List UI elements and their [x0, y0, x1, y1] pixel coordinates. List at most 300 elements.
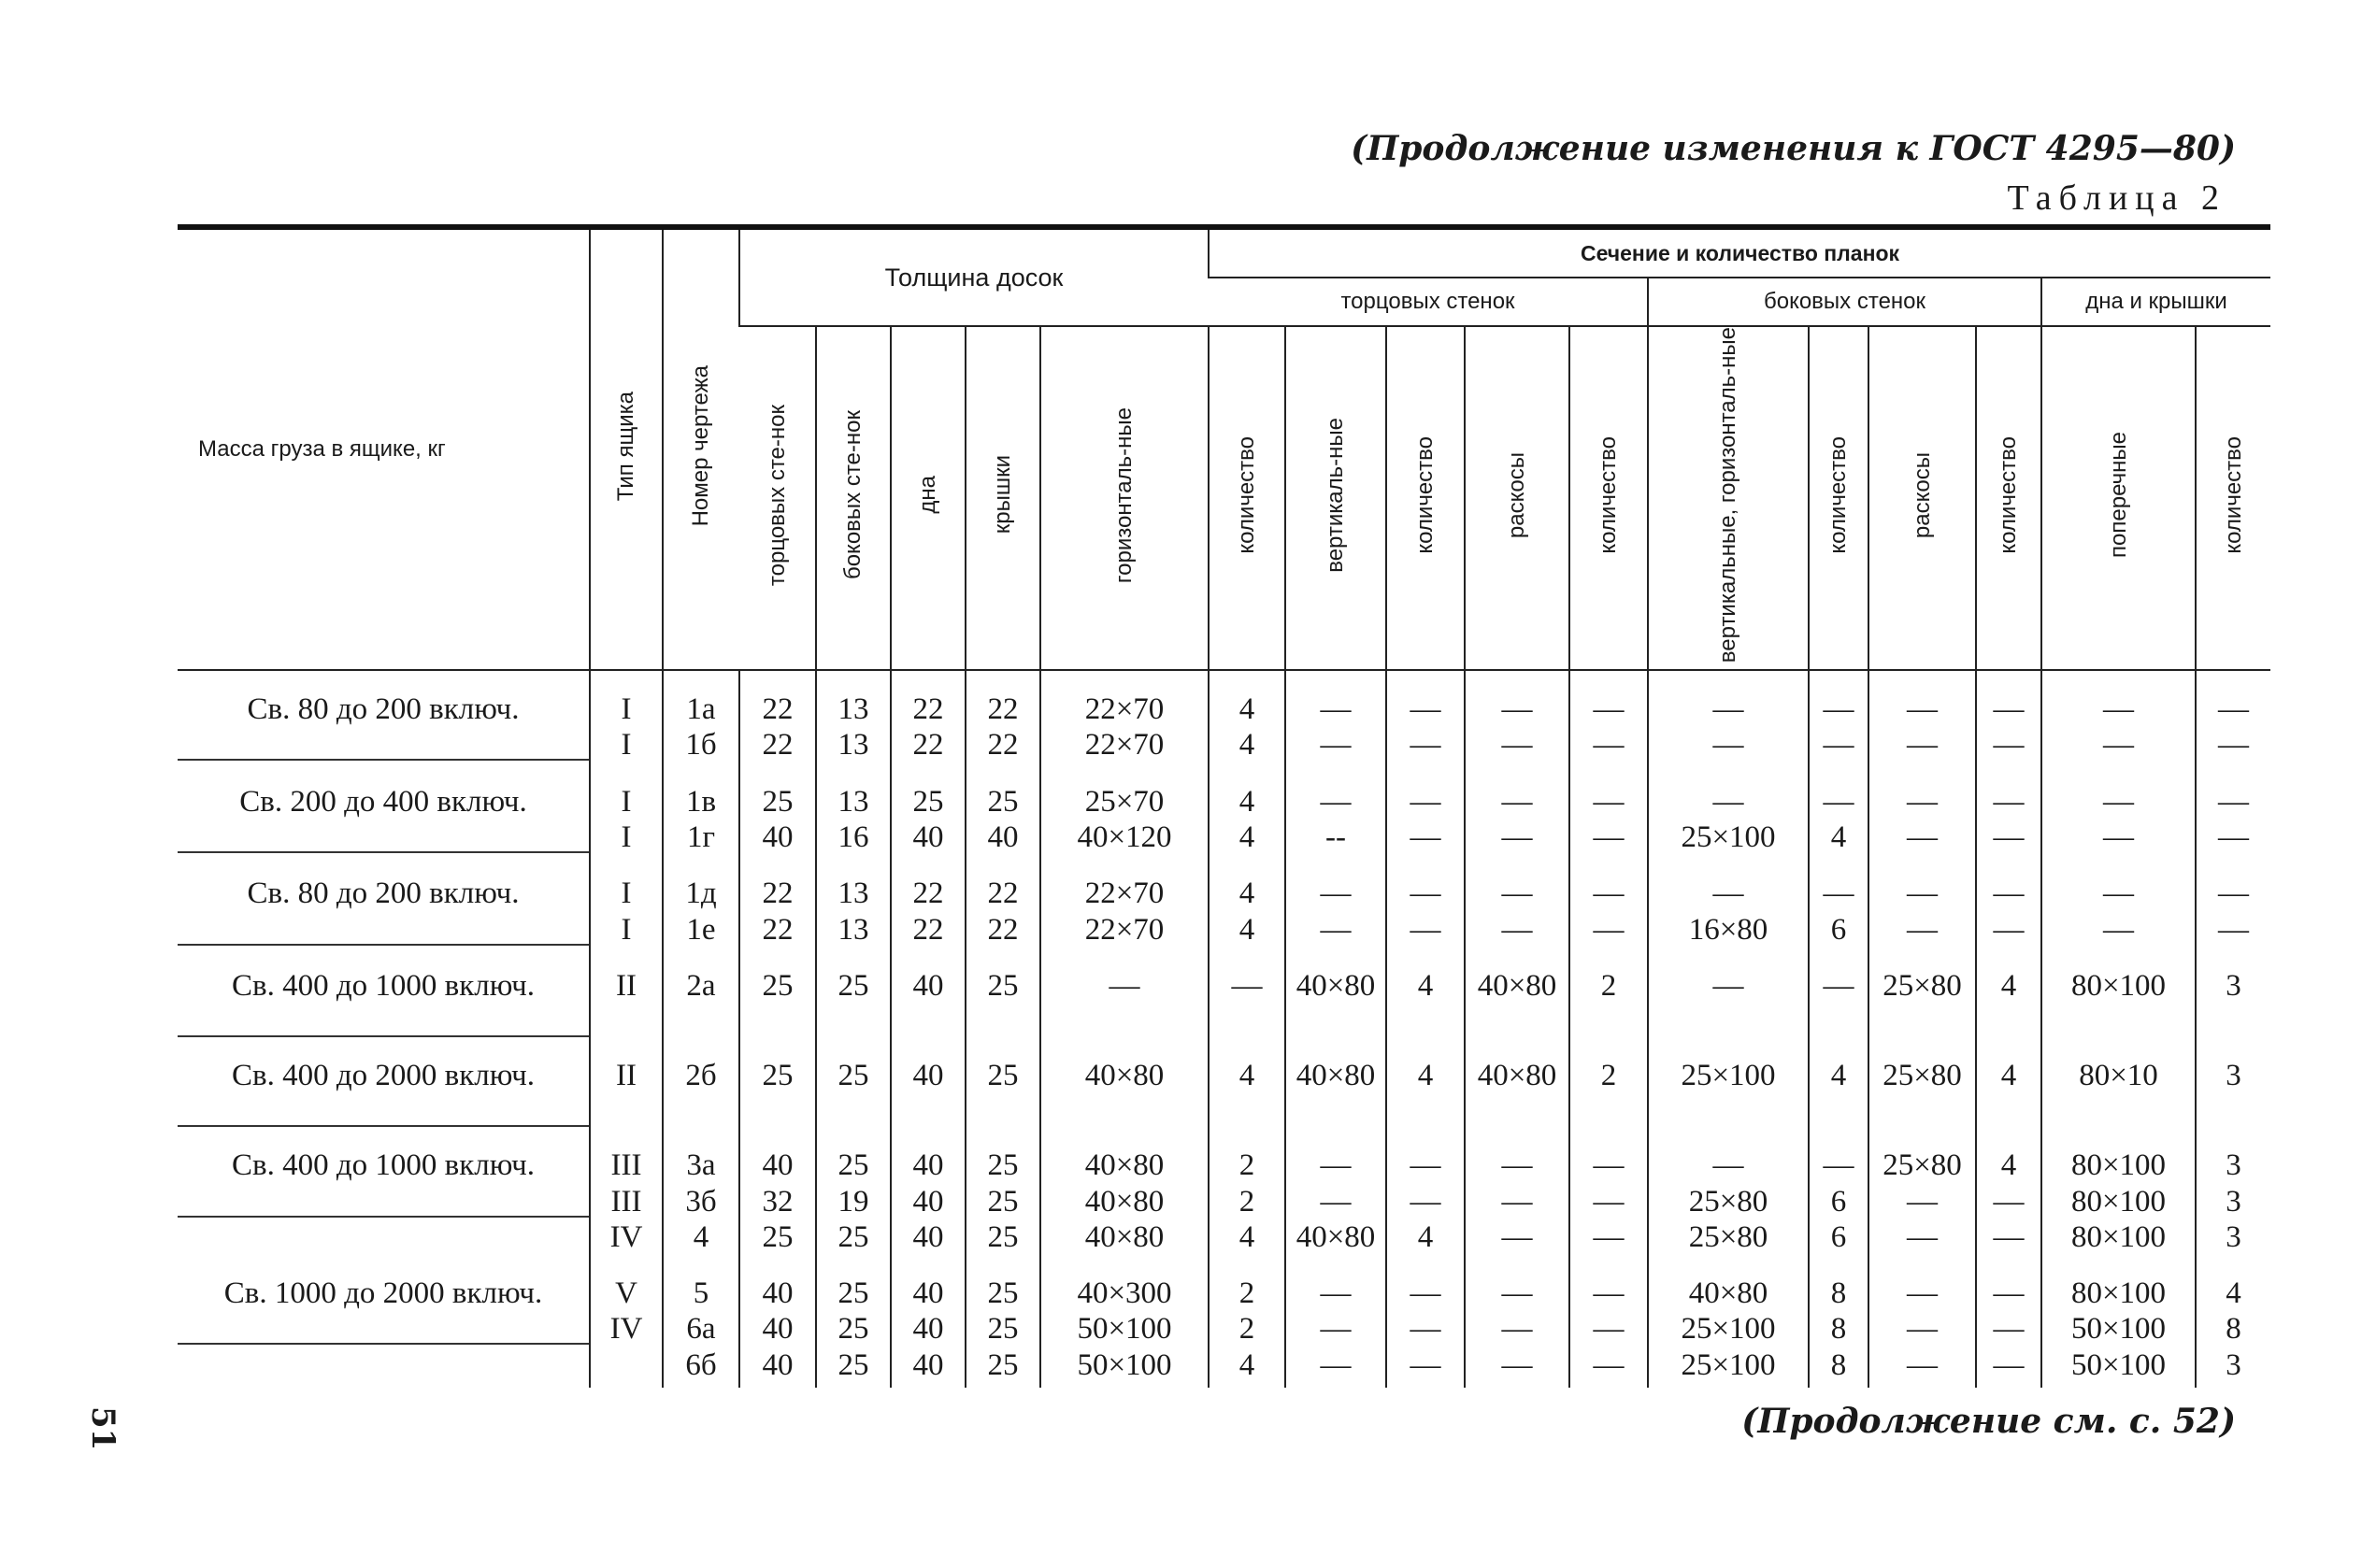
value-cell-text: 40 32 25 [762, 1148, 794, 1254]
value-cell [1465, 948, 1569, 1037]
value-cell [1569, 1255, 1648, 1388]
value-cell [1209, 1127, 1285, 1255]
value-cell [2041, 763, 2196, 856]
value-cell [1809, 948, 1868, 1037]
value-cell [1040, 670, 1209, 763]
value-cell-text: 25×70 40×120 [1077, 784, 1172, 854]
value-cell [1209, 1255, 1285, 1388]
mass-cell [178, 855, 590, 948]
value-cell-text: 25×80 — — [1882, 1148, 1962, 1254]
value-cell [1040, 855, 1209, 948]
value-cell [1868, 855, 1976, 948]
type-cell [590, 855, 663, 948]
value-cell-text: 2 2 4 [1238, 1276, 1255, 1382]
value-cell-text: — — — [1907, 1276, 1938, 1382]
value-cell-text: — — — [1593, 1148, 1625, 1254]
value-cell [1285, 855, 1386, 948]
drawing-cell-text: 2а [686, 968, 716, 1003]
value-cell-text: 25×100 [1681, 1059, 1776, 1093]
value-cell [2041, 1127, 2196, 1255]
value-cell [891, 1127, 966, 1255]
value-cell-text: 2 2 4 [1238, 1148, 1255, 1254]
mass-cell-text: Св. 400 до 1000 включ. [178, 1147, 589, 1217]
type-cell-text: I I [621, 877, 632, 947]
column-header [1648, 326, 1809, 670]
value-cell [1569, 1127, 1648, 1255]
column-header-label: горизонталь-ные [1111, 406, 1138, 583]
value-cell-text: — 25×80 25×80 [1688, 1148, 1768, 1254]
header-box-type [590, 227, 663, 670]
value-cell-text: — — 40×80 [1296, 1148, 1376, 1254]
column-header-label: раскосы [1909, 451, 1935, 538]
value-cell-text: — 25×100 [1681, 784, 1776, 854]
header-side-walls: боковых стенок [1648, 278, 2041, 326]
value-cell-text: 22×70 22×70 [1084, 877, 1165, 947]
value-cell [891, 1037, 966, 1127]
value-cell-text: — 6 [1823, 877, 1854, 947]
value-cell-text: 25 [837, 968, 869, 1003]
value-cell [1386, 855, 1465, 948]
value-cell [2196, 855, 2270, 948]
value-cell-text: — -- [1320, 784, 1352, 854]
table-row [178, 1127, 2270, 1255]
value-cell [1648, 855, 1809, 948]
value-cell-text: — — [2218, 877, 2249, 947]
mass-cell [178, 1037, 590, 1127]
column-header-label: вертикальные, горизонталь-ные [1715, 327, 1741, 663]
drawing-cell [663, 1037, 739, 1127]
value-cell-text: 25 [762, 1059, 794, 1093]
value-cell [1868, 1255, 1976, 1388]
value-cell [891, 948, 966, 1037]
value-cell [1868, 948, 1976, 1037]
value-cell-text: — [1109, 968, 1140, 1003]
value-cell-text: 22 22 [762, 692, 794, 763]
value-cell-text: 4 [2000, 1059, 2017, 1093]
value-cell [1809, 763, 1868, 856]
table-row [178, 670, 2270, 763]
value-cell-text: 13 13 [837, 877, 869, 947]
value-cell [739, 1255, 816, 1388]
type-cell [590, 1255, 663, 1388]
column-header [816, 326, 891, 670]
value-cell [1569, 670, 1648, 763]
header-bottom-lid: дна и крышки [2041, 278, 2270, 326]
value-cell [1809, 670, 1868, 763]
value-cell-text: — — [1410, 877, 1441, 947]
column-header [1040, 326, 1209, 670]
column-header [1285, 326, 1386, 670]
value-cell [966, 1255, 1040, 1388]
value-cell [816, 1127, 891, 1255]
value-cell [1976, 670, 2041, 763]
value-cell-text: 3 3 3 [2226, 1148, 2241, 1254]
value-cell-text: — — — [1501, 1148, 1533, 1254]
value-cell-text: — — [1410, 692, 1441, 763]
value-cell-text: — — [1823, 692, 1854, 763]
column-header-label: дна [915, 476, 941, 514]
value-cell-text: 25 40 [912, 784, 944, 854]
value-cell [1569, 948, 1648, 1037]
value-cell [1809, 1127, 1868, 1255]
drawing-cell-text: 2б [685, 1059, 717, 1093]
value-cell [1285, 670, 1386, 763]
mass-cell-text: Св. 400 до 2000 включ. [178, 1058, 589, 1127]
data-table [178, 224, 2270, 1388]
value-cell [1386, 948, 1465, 1037]
value-cell-text: — — [1593, 784, 1625, 854]
value-cell-text: — — — [1320, 1276, 1352, 1382]
value-cell-text: 25 40 [762, 784, 794, 854]
value-cell-text: — 6 6 [1823, 1148, 1854, 1254]
value-cell [1976, 948, 2041, 1037]
value-cell-text: — — [1907, 877, 1938, 947]
column-header-label: количество [1825, 435, 1852, 554]
value-cell-text: 40 40 40 [912, 1276, 944, 1382]
value-cell [1465, 1127, 1569, 1255]
column-header [891, 326, 966, 670]
column-header-label: количество [1596, 435, 1622, 554]
value-cell [2041, 948, 2196, 1037]
drawing-cell [663, 948, 739, 1037]
drawing-cell-text: 5 6а 6б [685, 1276, 717, 1382]
value-cell-text: 40×80 40×80 40×80 [1084, 1148, 1165, 1254]
value-cell [1648, 1127, 1809, 1255]
value-cell-text: 80×100 [2070, 968, 2167, 1003]
value-cell-text: — [1231, 968, 1263, 1003]
value-cell-text: 22 22 [912, 877, 944, 947]
value-cell-text: 13 13 [837, 692, 869, 763]
drawing-cell [663, 763, 739, 856]
value-cell-text: — — [1320, 692, 1352, 763]
value-cell-text: 4 [1417, 968, 1434, 1003]
value-cell-text: 25 25 25 [987, 1148, 1019, 1254]
mass-cell-text: Св. 80 до 200 включ. [178, 691, 589, 761]
type-cell-text: I I [621, 692, 632, 763]
value-cell [1465, 1037, 1569, 1127]
column-header [739, 326, 816, 670]
value-cell [1040, 1127, 1209, 1255]
value-cell-text: 40 40 40 [762, 1276, 794, 1382]
value-cell [1648, 763, 1809, 856]
value-cell [2041, 855, 2196, 948]
value-cell [1809, 1255, 1868, 1388]
value-cell [1465, 1255, 1569, 1388]
value-cell-text: 4 [1417, 1059, 1434, 1093]
value-cell [1648, 670, 1809, 763]
value-cell-text: — [1823, 968, 1854, 1003]
column-header [2196, 326, 2270, 670]
value-cell-text: — — [2103, 877, 2134, 947]
mass-cell-text: Св. 1000 до 2000 включ. [178, 1276, 589, 1345]
value-cell [2041, 1037, 2196, 1127]
value-cell-text: 25 [987, 1059, 1019, 1093]
value-cell [891, 670, 966, 763]
value-cell [816, 670, 891, 763]
column-header-label: количество [1234, 435, 1260, 554]
value-cell [1465, 763, 1569, 856]
value-cell-text: 2 [1600, 968, 1617, 1003]
value-cell-text: — — [1993, 784, 2025, 854]
value-cell-text: 25 [762, 968, 794, 1003]
value-cell-text: — — [1593, 877, 1625, 947]
column-header [1868, 326, 1976, 670]
value-cell [739, 670, 816, 763]
value-cell [1465, 855, 1569, 948]
value-cell-text: 40×80 [1296, 968, 1376, 1003]
value-cell-text: 40×300 50×100 50×100 [1077, 1276, 1172, 1382]
value-cell-text: 40 [912, 968, 944, 1003]
value-cell [1386, 670, 1465, 763]
value-cell-text: — — [2103, 784, 2134, 854]
value-cell [1569, 1037, 1648, 1127]
value-cell-text: — — [1501, 877, 1533, 947]
value-cell-text: — — [1320, 877, 1352, 947]
value-cell [2196, 1037, 2270, 1127]
type-cell [590, 1037, 663, 1127]
value-cell [2196, 948, 2270, 1037]
value-cell-text: 4 4 [1238, 877, 1255, 947]
value-cell [739, 1127, 816, 1255]
value-cell [1569, 855, 1648, 948]
value-cell [1209, 763, 1285, 856]
value-cell [1040, 1037, 1209, 1127]
value-cell-text: 22 22 [762, 877, 794, 947]
value-cell-text: — 16×80 [1688, 877, 1768, 947]
value-cell-text: 13 16 [837, 784, 869, 854]
header-end-walls: торцовых стенок [1209, 278, 1648, 326]
value-cell-text: 25×80 [1882, 968, 1962, 1003]
column-header [1976, 326, 2041, 670]
value-cell [816, 1255, 891, 1388]
value-cell [739, 1037, 816, 1127]
header-thickness-group: Толщина досок [739, 227, 1209, 326]
mass-cell-text: Св. 200 до 400 включ. [178, 784, 589, 853]
value-cell-text: 4 [1830, 1059, 1847, 1093]
value-cell-text: — — [1593, 692, 1625, 763]
value-cell-text: — — [1712, 692, 1744, 763]
value-cell-text: 40×80 [1477, 1059, 1557, 1093]
value-cell-text: 4 4 [1238, 784, 1255, 854]
value-cell [1209, 670, 1285, 763]
value-cell [1976, 1037, 2041, 1127]
value-cell [1976, 1127, 2041, 1255]
value-cell [739, 763, 816, 856]
drawing-cell [663, 670, 739, 763]
value-cell-text: — — [2218, 692, 2249, 763]
value-cell-text: 8 8 8 [1830, 1276, 1847, 1382]
value-cell [1209, 948, 1285, 1037]
value-cell [816, 948, 891, 1037]
type-cell-text: III III IV [609, 1148, 643, 1254]
value-cell [1809, 1037, 1868, 1127]
value-cell-text: 80×100 80×100 80×100 [2070, 1148, 2167, 1254]
mass-cell [178, 1127, 590, 1255]
value-cell [1285, 1255, 1386, 1388]
value-cell [1868, 670, 1976, 763]
value-cell [1040, 948, 1209, 1037]
value-cell-text: — — [1501, 692, 1533, 763]
value-cell-text: 22 22 [987, 877, 1019, 947]
mass-cell-text: Св. 80 до 200 включ. [178, 876, 589, 945]
value-cell-text: — — — [1593, 1276, 1625, 1382]
type-cell [590, 1127, 663, 1255]
value-cell [1285, 1127, 1386, 1255]
value-cell-text: 22 22 [987, 692, 1019, 763]
column-header-label: количество [2220, 435, 2246, 554]
header-box-type-label: Тип ящика [613, 392, 639, 502]
value-cell-text: — 4 [1823, 784, 1854, 854]
drawing-cell-text: 1д 1е [685, 877, 717, 947]
value-cell [966, 1037, 1040, 1127]
type-cell-text: II [616, 1059, 637, 1093]
column-header-label: вертикаль-ные [1323, 417, 1349, 573]
value-cell [1386, 1127, 1465, 1255]
column-header-label: поперечные [2105, 432, 2131, 559]
value-cell [891, 855, 966, 948]
value-cell-text: — — — [1410, 1276, 1441, 1382]
column-header [1386, 326, 1465, 670]
value-cell-text: 25 40 [987, 784, 1019, 854]
value-cell-text: — — 4 [1410, 1148, 1441, 1254]
value-cell-text: — — [1501, 784, 1533, 854]
value-cell-text: 40×80 [1296, 1059, 1376, 1093]
value-cell-text: — — — [1993, 1276, 2025, 1382]
mass-cell [178, 670, 590, 763]
column-header-label: раскосы [1504, 451, 1530, 538]
value-cell [1465, 670, 1569, 763]
table-row [178, 1255, 2270, 1388]
value-cell [2041, 1255, 2196, 1388]
mass-cell-text: Св. 400 до 1000 включ. [178, 968, 589, 1037]
value-cell [1285, 948, 1386, 1037]
value-cell [1868, 1037, 1976, 1127]
value-cell-text: 80×100 50×100 50×100 [2070, 1276, 2167, 1382]
value-cell-text: 3 [2226, 968, 2241, 1003]
value-cell [1386, 1037, 1465, 1127]
value-cell [1868, 763, 1976, 856]
value-cell-text: — — [1993, 877, 2025, 947]
value-cell [816, 763, 891, 856]
value-cell [2196, 763, 2270, 856]
value-cell-text: — [1712, 968, 1744, 1003]
value-cell [966, 855, 1040, 948]
value-cell-text: — — [2103, 692, 2134, 763]
type-cell-text: I I [621, 784, 632, 854]
value-cell [1040, 1255, 1209, 1388]
value-cell [1209, 855, 1285, 948]
value-cell-text: 40 [912, 1059, 944, 1093]
value-cell-text: 2 [1600, 1059, 1617, 1093]
value-cell [1809, 855, 1868, 948]
table-row [178, 763, 2270, 856]
value-cell-text: 40×80 25×100 25×100 [1681, 1276, 1776, 1382]
drawing-cell [663, 1255, 739, 1388]
column-header-label: количество [1412, 435, 1439, 554]
header-mass: Масса груза в ящике, кг [178, 227, 590, 670]
value-cell-text: 25×80 [1882, 1059, 1962, 1093]
table-row [178, 855, 2270, 948]
value-cell-text: — — [1993, 692, 2025, 763]
value-cell-text: — — [1907, 784, 1938, 854]
type-cell [590, 763, 663, 856]
column-header [1569, 326, 1648, 670]
value-cell-text: 25 25 25 [837, 1276, 869, 1382]
column-header [966, 326, 1040, 670]
value-cell-text: 3 [2226, 1059, 2241, 1093]
continuation-header: (Продолжение изменения к ГОСТ 4295—80) [1351, 129, 2236, 168]
value-cell-text: 25 25 25 [987, 1276, 1019, 1382]
value-cell-text: 4 4 [1238, 692, 1255, 763]
drawing-cell [663, 855, 739, 948]
value-cell [739, 855, 816, 948]
type-cell-text: V IV [609, 1276, 643, 1347]
value-cell [1285, 763, 1386, 856]
value-cell [966, 763, 1040, 856]
value-cell-text: 22×70 22×70 [1084, 692, 1165, 763]
table-row [178, 948, 2270, 1037]
table-label: Таблица 2 [2007, 178, 2226, 218]
value-cell-text: 40 40 40 [912, 1148, 944, 1254]
value-cell [2196, 670, 2270, 763]
value-cell-text: 40×80 [1477, 968, 1557, 1003]
value-cell-text: 25 [987, 968, 1019, 1003]
value-cell [816, 855, 891, 948]
value-cell [1285, 1037, 1386, 1127]
value-cell [1209, 1037, 1285, 1127]
value-cell-text: 22 22 [912, 692, 944, 763]
page-number: 51 [84, 1406, 122, 1451]
value-cell [1040, 763, 1209, 856]
value-cell-text: — — [1410, 784, 1441, 854]
type-cell-text: II [616, 968, 637, 1003]
value-cell [966, 948, 1040, 1037]
value-cell-text: 4 8 3 [2226, 1276, 2241, 1382]
value-cell [1386, 1255, 1465, 1388]
value-cell [1976, 763, 2041, 856]
value-cell-text: — — [2218, 784, 2249, 854]
value-cell [1569, 763, 1648, 856]
mass-cell [178, 1255, 590, 1388]
value-cell [891, 1255, 966, 1388]
value-cell-text: 25 19 25 [837, 1148, 869, 1254]
value-cell-text: 25 [837, 1059, 869, 1093]
mass-cell [178, 948, 590, 1037]
column-header-label: количество [1996, 435, 2022, 554]
value-cell [1648, 1037, 1809, 1127]
header-drawing-no [663, 227, 739, 670]
column-header [2041, 326, 2196, 670]
column-header [1809, 326, 1868, 670]
value-cell [966, 1127, 1040, 1255]
value-cell-text: 80×10 [2079, 1059, 2158, 1093]
value-cell [739, 948, 816, 1037]
type-cell [590, 670, 663, 763]
column-header-label: торцовых сте-нок [764, 404, 790, 586]
header-section-group: Сечение и количество планок [1209, 227, 2270, 278]
column-header-label: крышки [990, 455, 1016, 535]
table-row [178, 1037, 2270, 1127]
value-cell [2196, 1255, 2270, 1388]
column-header [1209, 326, 1285, 670]
value-cell-text: — — [1907, 692, 1938, 763]
mass-cell [178, 763, 590, 856]
value-cell-text: — — — [1501, 1276, 1533, 1382]
value-cell [1976, 1255, 2041, 1388]
value-cell [1976, 855, 2041, 948]
value-cell [2196, 1127, 2270, 1255]
value-cell [816, 1037, 891, 1127]
